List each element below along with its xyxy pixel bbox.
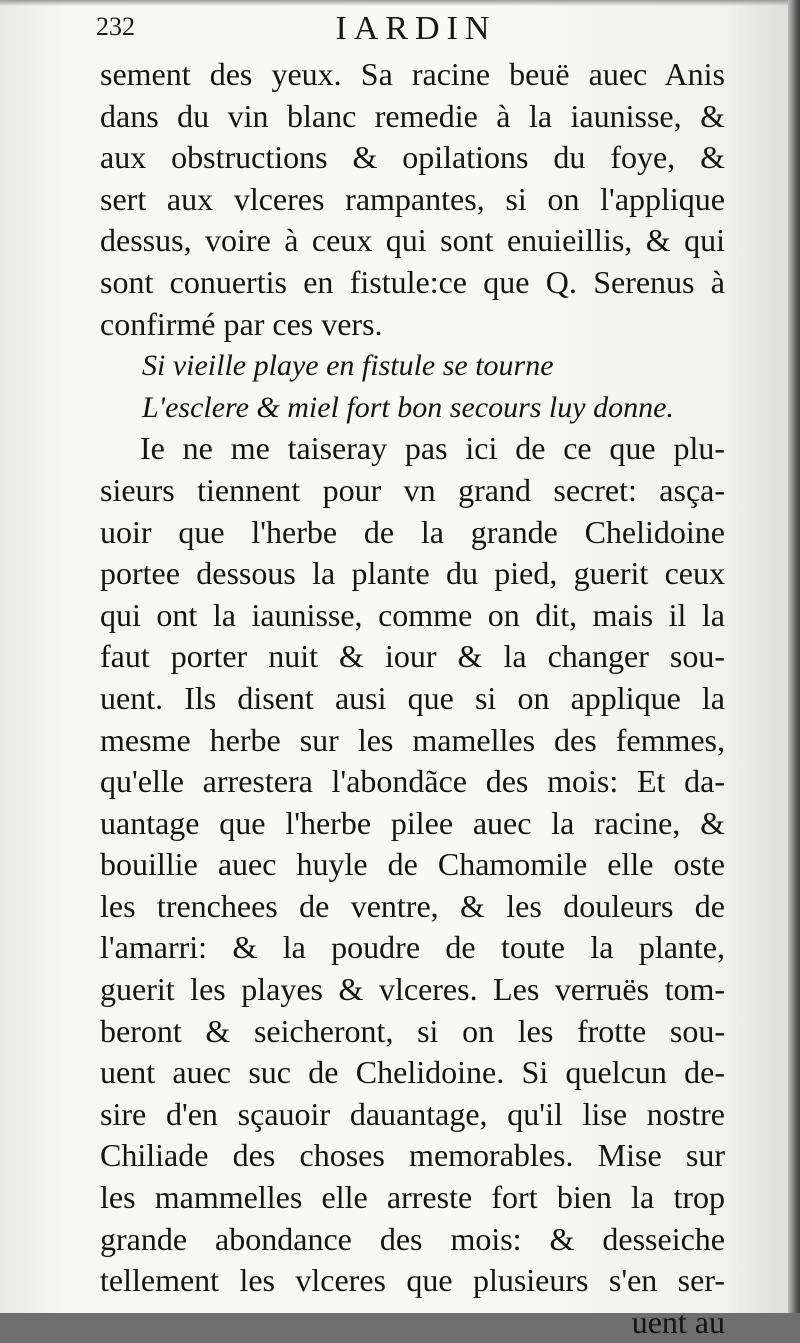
text-line: confirmé par ces vers. — [100, 305, 383, 342]
paragraph-line: Chiliade des choses memorables. Mise sur — [100, 1137, 725, 1174]
paragraph-line: mesme herbe sur les mamelles des femmes, — [100, 721, 725, 758]
paragraph-line: uent auec suc de Chelidoine. Si quelcun de- — [100, 1054, 725, 1091]
top-shadow — [0, 0, 800, 6]
text-line: sert aux vlceres rampantes, si on l'applique — [100, 180, 725, 217]
catchword: uent au — [631, 1303, 725, 1340]
text-line: dessus, voire à ceux qui sont enuieillis, & qui — [100, 222, 725, 259]
paragraph-line: uoir que l'herbe de la grande Chelidoine — [100, 513, 725, 550]
paragraph-line: l'amarri: & la poudre de toute la plante, — [100, 929, 725, 966]
paragraph-line: les trenchees de ventre, & les douleurs de — [100, 887, 725, 924]
paragraph-line: qu'elle arrestera l'abondãce des mois: Et da- — [100, 763, 725, 800]
text-line: aux obstructions & opilations du foye, & — [100, 139, 725, 176]
verse-line: Si vieille playe en fistule se tourne — [142, 349, 554, 383]
page-header — [96, 10, 736, 54]
verse-line: L'esclere & miel fort bon secours luy donne. — [142, 390, 674, 424]
paragraph-line: guerit les playes & vlceres. Les verruës tom- — [100, 971, 725, 1008]
paragraph-line: faut porter nuit & iour & la changer sou- — [100, 638, 725, 675]
paragraph-line: grande abondance des mois: & desseiche — [100, 1220, 725, 1257]
paragraph-line: uent. Ils disent ausi que si on applique la — [100, 679, 725, 716]
paragraph-line: sire d'en sçauoir dauantage, qu'il lise nostre — [100, 1095, 725, 1132]
paragraph-line: tellement les vlceres que plusieurs s'en ser- — [100, 1262, 725, 1299]
running-head: IARDIN — [335, 10, 497, 47]
paragraph-line: Ie ne me taiseray pas ici de ce que plu- — [140, 430, 725, 467]
paragraph-line: uantage que l'herbe pilee auec la racine, & — [100, 804, 725, 841]
text-line: dans du vin blanc remedie à la iaunisse, & — [100, 97, 725, 134]
text-line: sement des yeux. Sa racine beuë auec Anis — [100, 56, 725, 92]
paragraph-line: beront & seicheront, si on les frotte sou- — [100, 1012, 725, 1049]
paragraph-line: les mammelles elle arreste fort bien la trop — [100, 1179, 725, 1216]
paragraph-line: qui ont la iaunisse, comme on dit, mais il la — [100, 596, 725, 633]
paragraph-line: bouillie auec huyle de Chamomile elle oste — [100, 846, 725, 883]
paragraph-line: sieurs tiennent pour vn grand secret: asça- — [100, 471, 725, 508]
page-number: 232 — [96, 12, 135, 41]
text-block — [100, 54, 725, 1343]
text-line: sont conuertis en fistule:ce que Q. Serenus à — [100, 263, 725, 300]
paragraph-line: portee dessous la plante du pied, guerit ceux — [100, 555, 725, 592]
page-edge-shadow — [788, 0, 800, 1313]
